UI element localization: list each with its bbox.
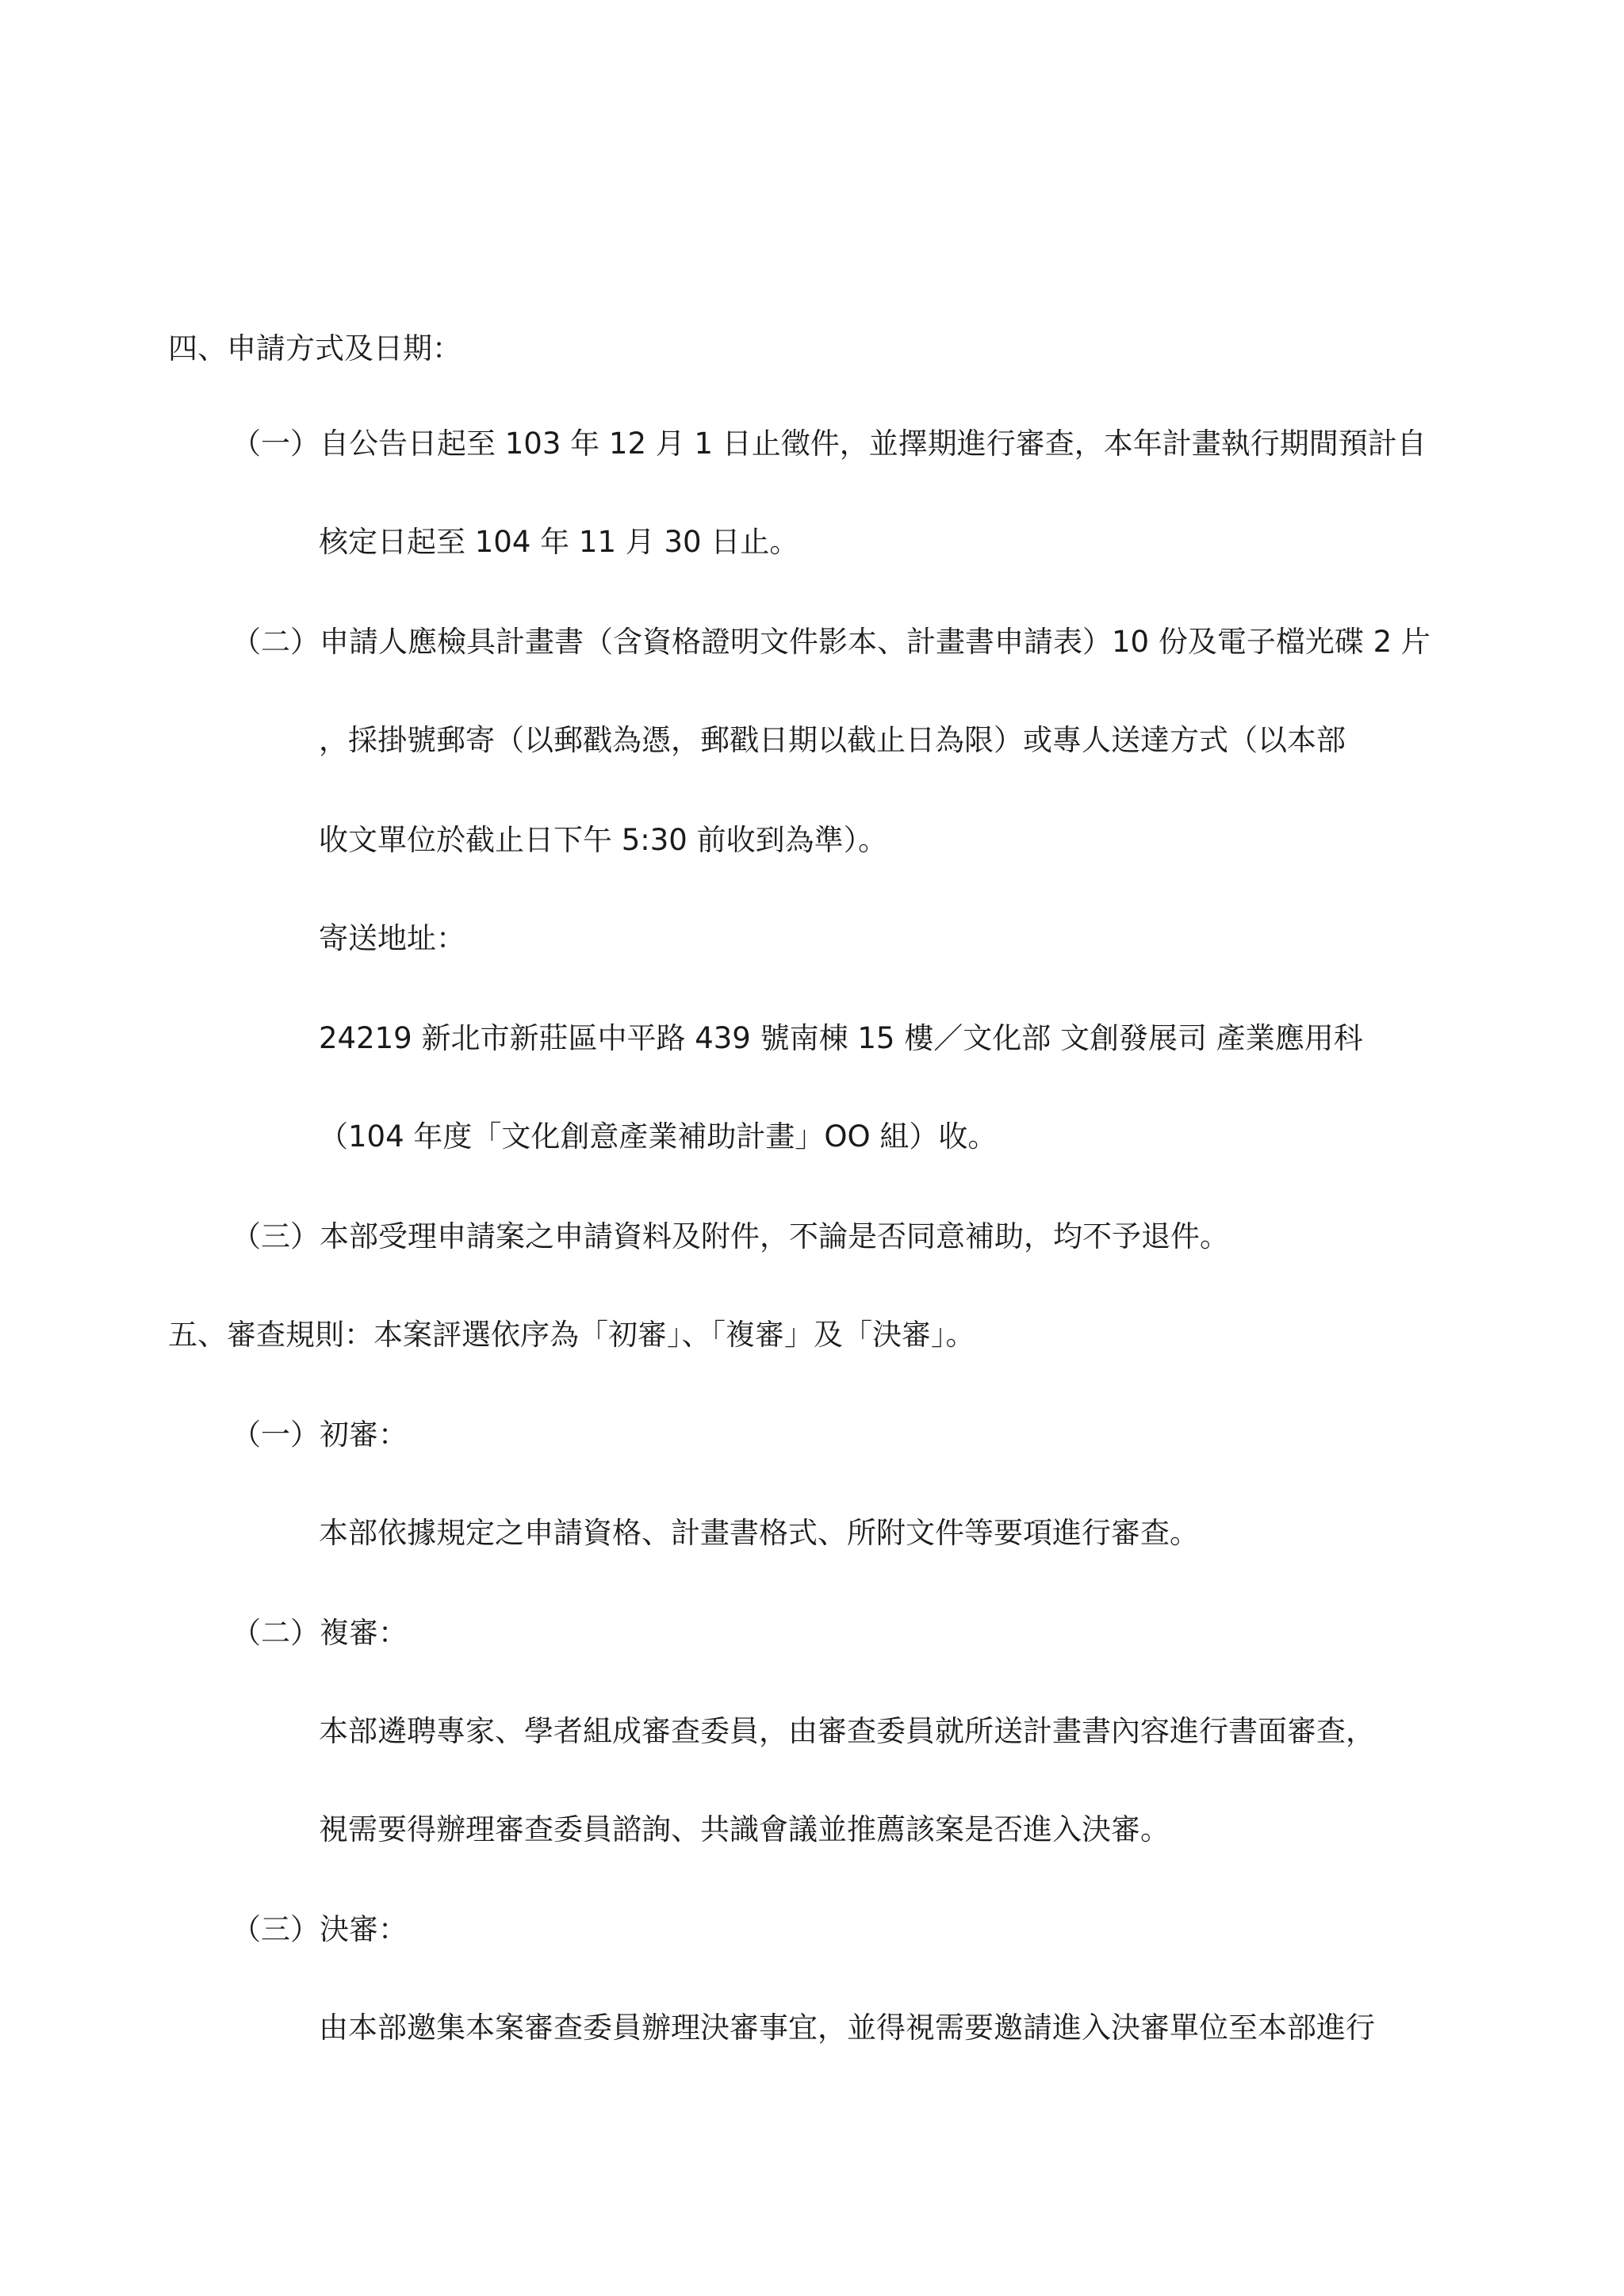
address-line: （104 年度「文化創意產業補助計畫」OO 組）收。 [319, 1119, 998, 1154]
address-line: 24219 新北市新莊區中平路 439 號南棟 15 樓／文化部 文創發展司 產業應用科 [319, 1021, 1363, 1055]
subsection-heading: （二）複審： [232, 1616, 408, 1650]
subsection-heading: （三）決審： [232, 1912, 408, 1946]
paragraph-line: （三）本部受理申請案之申請資料及附件，不論是否同意補助，均不予退件。 [232, 1219, 1229, 1253]
paragraph-line: 視需要得辦理審查委員諮詢、共識會議並推薦該案是否進入決審。 [319, 1812, 1170, 1846]
address-label: 寄送地址： [319, 921, 465, 955]
paragraph-line: （一）自公告日起至 103 年 12 月 1 日止徵件，並擇期進行審查，本年計畫執行期間預計自 [232, 427, 1427, 461]
section-heading-4: 四、申請方式及日期： [168, 331, 462, 365]
paragraph-line: ，採掛號郵寄（以郵戳為憑，郵戳日期以截止日為限）或專人送達方式（以本部 [319, 723, 1346, 757]
paragraph-line: 本部遴聘專家、學者組成審查委員，由審查委員就所送計畫書內容進行書面審查， [319, 1714, 1375, 1748]
paragraph-line: （二）申請人應檢具計畫書（含資格證明文件影本、計畫書申請表）10 份及電子檔光碟 2 片 [232, 625, 1431, 659]
paragraph-line: 收文單位於截止日下午 5:30 前收到為準）。 [319, 823, 888, 857]
paragraph-line: 本部依據規定之申請資格、計畫書格式、所附文件等要項進行審查。 [319, 1516, 1199, 1550]
section-heading-5: 五、審查規則：本案評選依序為「初審」、「複審」及「決審」。 [168, 1318, 975, 1352]
paragraph-line: 由本部邀集本案審查委員辦理決審事宜，並得視需要邀請進入決審單位至本部進行 [319, 2011, 1375, 2045]
paragraph-line: 核定日起至 104 年 11 月 30 日止。 [319, 525, 799, 559]
subsection-heading: （一）初審： [232, 1418, 408, 1452]
